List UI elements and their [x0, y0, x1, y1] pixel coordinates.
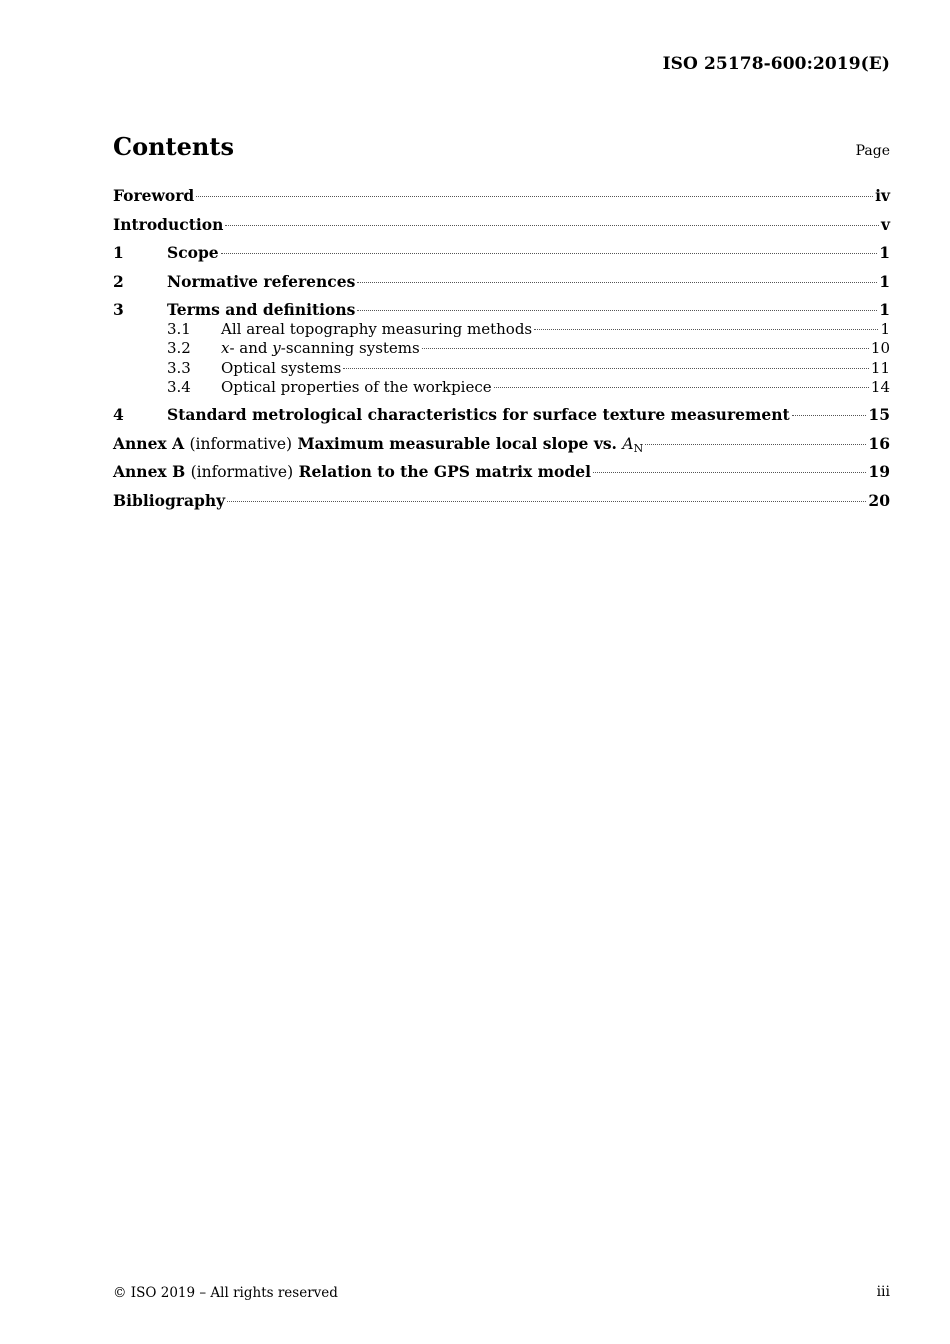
toc-subentry-3-2[interactable]	[113, 339, 890, 358]
toc-entry-title	[113, 462, 591, 482]
dot-leader	[422, 348, 869, 349]
toc-entry-title: Terms and definitions	[167, 300, 356, 319]
toc-entry-title: Normative references	[167, 271, 356, 291]
toc-entry-page: 1	[879, 300, 890, 319]
toc-entry-page: 1	[879, 271, 890, 291]
toc-entry-number: 4	[113, 405, 124, 425]
toc-entry-title: Scope	[167, 243, 219, 262]
annex-title: Maximum measurable local slope vs.	[297, 433, 617, 453]
toc-entry-bibliography[interactable]	[113, 491, 890, 520]
toc-entry-page: 1	[880, 320, 890, 338]
toc-entry-title: Foreword	[113, 186, 195, 205]
dot-leader	[645, 444, 866, 445]
title-part: -scanning systems	[280, 339, 420, 358]
toc-subentry-3-4[interactable]	[113, 378, 890, 397]
toc-entry-page: 11	[870, 358, 890, 377]
toc-entry-page: 15	[868, 405, 890, 425]
toc-entry-number: 1	[113, 243, 124, 262]
toc-entry-number: 3.3	[167, 358, 191, 377]
toc-subentry-3-1[interactable]	[113, 320, 890, 339]
dot-leader	[221, 253, 878, 254]
toc-entry-page: 16	[868, 433, 890, 453]
dot-leader	[494, 387, 869, 388]
toc-entry-title: Optical systems	[221, 358, 342, 377]
toc-entry-number: 2	[113, 271, 124, 291]
toc-entry-page: 19	[868, 462, 890, 482]
toc-entry-title: Bibliography	[113, 490, 226, 510]
toc-entry-standard-metrological-characteristics[interactable]	[113, 405, 890, 434]
dot-leader	[196, 196, 873, 197]
symbol-subscript: N	[633, 441, 644, 455]
toc-subentry-3-3[interactable]	[113, 359, 890, 378]
toc-entry-terms-and-definitions[interactable]	[113, 300, 890, 320]
dot-leader	[343, 368, 869, 369]
toc-entry-page: v	[880, 214, 890, 234]
annex-label: Annex A	[113, 433, 185, 453]
copyright-notice: © ISO 2019 – All rights reserved	[113, 1285, 338, 1301]
toc-entry-page: 20	[868, 490, 890, 510]
contents-title: Contents	[113, 132, 234, 161]
toc-entry-number: 3.2	[167, 339, 191, 358]
symbol-a: A	[622, 434, 634, 453]
toc-entry-normative-references[interactable]	[113, 272, 890, 301]
toc-entry-scope[interactable]	[113, 243, 890, 272]
title-part: - and	[229, 339, 273, 358]
toc-entry-annex-a[interactable]	[113, 434, 890, 463]
page-number: iii	[876, 1284, 890, 1300]
toc-entry-title: All areal topography measuring methods	[221, 320, 533, 338]
dot-leader	[357, 310, 877, 311]
toc-entry-number: 3	[113, 300, 124, 319]
dot-leader	[792, 415, 867, 416]
toc-entry-number: 3.4	[167, 377, 191, 396]
toc-entry-page: 1	[879, 243, 890, 262]
toc-entry-page: iv	[875, 186, 890, 205]
annex-title: Relation to the GPS matrix model	[298, 462, 591, 482]
toc-entry-title	[221, 339, 420, 358]
dot-leader	[357, 282, 877, 283]
toc-entry-page: 14	[870, 377, 890, 396]
toc-entry-foreword[interactable]	[113, 186, 890, 215]
y-variable: y	[272, 339, 281, 358]
table-of-contents	[113, 186, 890, 519]
dot-leader	[593, 472, 866, 473]
annex-kind: (informative)	[190, 463, 294, 482]
dot-leader	[534, 329, 878, 330]
dot-leader	[227, 501, 866, 502]
annex-label: Annex B	[113, 462, 186, 482]
page-column-label: Page	[855, 143, 890, 159]
toc-entry-number: 3.1	[167, 320, 191, 338]
toc-entry-title: Optical properties of the workpiece	[221, 377, 492, 396]
toc-entry-title	[113, 434, 643, 459]
annex-kind: (informative)	[189, 434, 293, 453]
toc-entry-title: Introduction	[113, 214, 224, 234]
toc-entry-page: 10	[870, 339, 890, 358]
toc-entry-introduction[interactable]	[113, 215, 890, 244]
x-variable: x	[221, 339, 230, 358]
document-id: ISO 25178-600:2019(E)	[662, 54, 890, 74]
dot-leader	[225, 225, 879, 226]
toc-entry-annex-b[interactable]	[113, 462, 890, 491]
toc-entry-title: Standard metrological characteristics for surface texture measurement	[167, 405, 790, 425]
